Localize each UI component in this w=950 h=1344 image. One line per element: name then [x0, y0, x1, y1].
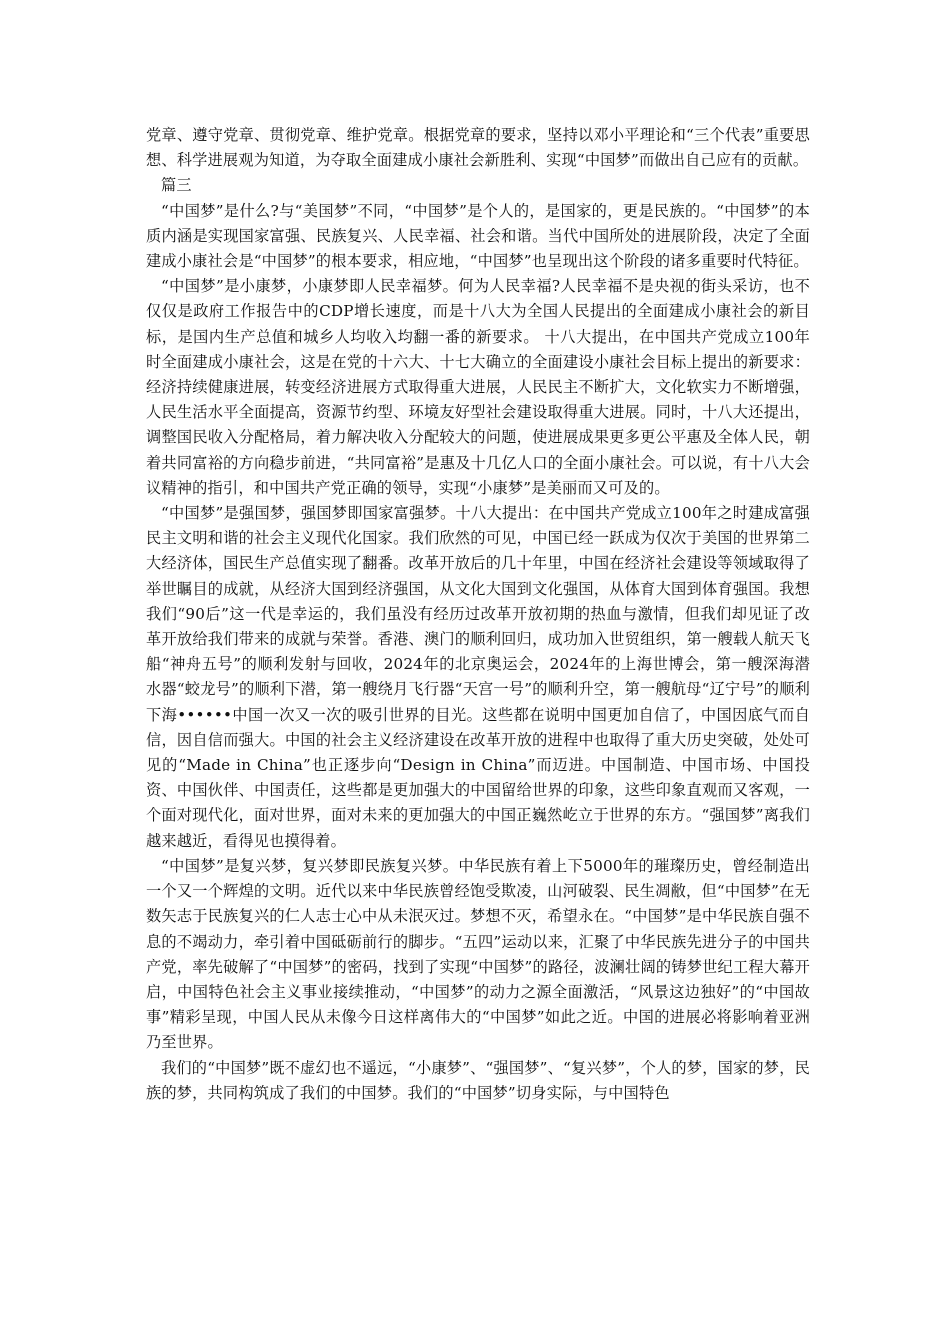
- section-heading: 篇三: [161, 176, 192, 195]
- paragraph-conclusion: 我们的“中国梦”既不虚幻也不遥远，“小康梦”、“强国梦”、“复兴梦”，个人的梦，国家的梦，民族的梦，共同构筑成了我们的中国梦。我们的“中国梦”切身实际，与中国特色: [146, 1058, 810, 1102]
- document-page: [146, 123, 810, 1106]
- paragraph-intro: “中国梦”是什么?与“美国梦”不同，“中国梦”是个人的，是国家的，更是民族的。“中国梦”的本质内涵是实现国家富强、民族复兴、人民幸福、社会和谐。当代中国所处的进展阶段，决定了全面建成小康社会是“中国梦”的根本要求，相应地，“中国梦”也呈现出这个阶段的诸多重要时代特征。: [146, 201, 810, 271]
- paragraph-continuation: 党章、遵守党章、贯彻党章、维护党章。根据党章的要求，坚持以邓小平理论和“三个代表”重要思想、科学进展观为知道，为夺取全面建成小康社会新胜利、实现“中国梦”而做出自己应有的贡献。: [146, 126, 810, 170]
- paragraph-qiangguo: “中国梦”是强国梦，强国梦即国家富强梦。十八大提出：在中国共产党成立100年之时建成富强民主文明和谐的社会主义现代化国家。我们欣然的可见，中国已经一跃成为仅次于美国的世界第二大经济体，国民生产总值实现了翻番。改革开放后的几十年里，中国在经济社会建设等领域取得了举世瞩目的成就，从经济大国到经济强国，从文化大国到文化强国，从体育大国到体育强国。我想我们“90后”这一代是幸运的，我们虽没有经历过改革开放初期的热血与激情，但我们却见证了改革开放给我们带来的成就与荣誉。香港、澳门的顺利回归，成功加入世贸组织，第一艘载人航天飞船“神舟五号”的顺利发射与回收，2024年的北京奥运会，2024年的上海世博会，第一艘深海潜水器“蛟龙号”的顺利下潜，第一艘绕月飞行器“天宫一号”的顺利升空，第一艘航母“辽宁号”的顺利下海••••••中国一次又一次的吸引世界的目光。这些都在说明中国更加自信了，中国因底气而自信，因自信而强大。中国的社会主义经济建设在改革开放的进程中也取得了重大历史突破，处处可见的“Made in China”也正逐步向“Design in China”而迈进。中国制造、中国市场、中国投资、中国伙伴、中国责任，这些都是更加强大的中国留给世界的印象，这些印象直观而又客观，一个面对现代化，面对世界，面对未来的更加强大的中国正巍然屹立于世界的东方。“强国梦”离我们越来越近，看得见也摸得着。: [146, 504, 810, 850]
- paragraph-xiaokang: “中国梦”是小康梦，小康梦即人民幸福梦。何为人民幸福?人民幸福不是央视的街头采访，也不仅仅是政府工作报告中的CDP增长速度，而是十八大为全国人民提出的全面建成小康社会的新目标，是国内生产总值和城乡人均收入均翻一番的新要求。 十八大提出，在中国共产党成立100年时全面建成小康社会，这是在党的十六大、十七大确立的全面建设小康社会目标上提出的新要求：经济持续健康进展，转变经济进展方式取得重大进展，人民民主不断扩大，文化软实力不断增强，人民生活水平全面提高，资源节约型、环境友好型社会建设取得重大进展。同时，十八大还提出，调整国民收入分配格局，着力解决收入分配较大的问题，使进展成果更多更公平惠及全体人民，朝着共同富裕的方向稳步前进，“共同富裕”是惠及十几亿人口的全面小康社会。可以说，有十八大会议精神的指引，和中国共产党正确的领导，实现“小康梦”是美丽而又可及的。: [146, 277, 810, 497]
- paragraph-fuxing: “中国梦”是复兴梦，复兴梦即民族复兴梦。中华民族有着上下5000年的璀璨历史，曾经制造出一个又一个辉煌的文明。近代以来中华民族曾经饱受欺凌，山河破裂、民生凋敝，但“中国梦”在无数矢志于民族复兴的仁人志士心中从未泯灭过。梦想不灭，希望永在。“中国梦”是中华民族自强不息的不竭动力，牵引着中国砥砺前行的脚步。“五四”运动以来，汇聚了中华民族先进分子的中国共产党，率先破解了“中国梦”的密码，找到了实现“中国梦”的路径，波澜壮阔的铸梦世纪工程大幕开启，中国特色社会主义事业接续推动，“中国梦”的动力之源全面激活，“风景这边独好”的“中国故事”精彩呈现，中国人民从未像今日这样离伟大的“中国梦”如此之近。中国的进展必将影响着亚洲乃至世界。: [146, 856, 810, 1052]
